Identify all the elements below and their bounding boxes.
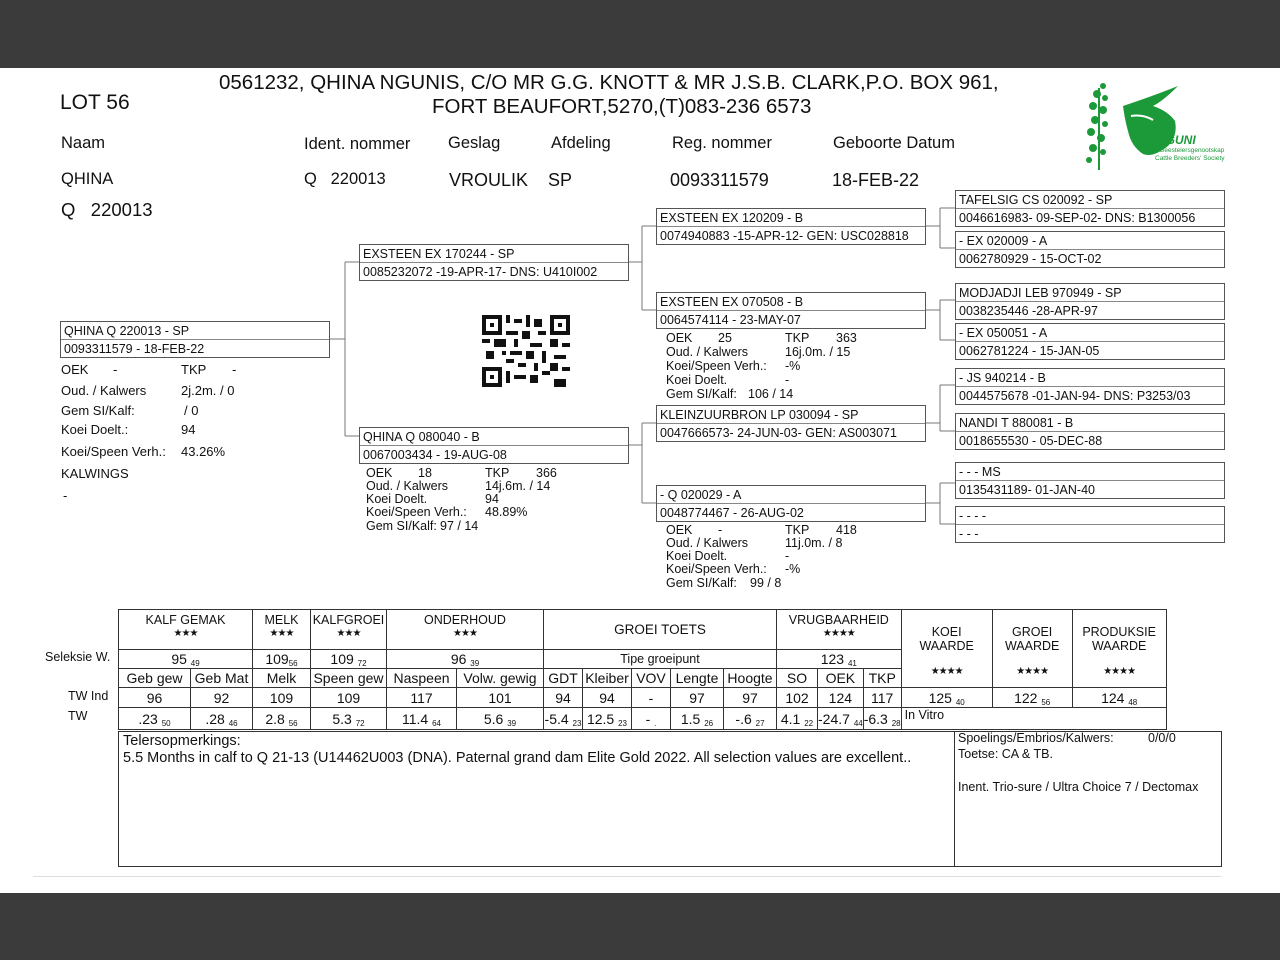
waarde-sub: 48 [1128,697,1138,707]
sd-oek-label: OEK [666,331,693,345]
produksie-waarde-label-1: PRODUKSIE [1082,625,1156,639]
tw-value: 5.3 [332,710,352,727]
dd-speen: -% [785,562,801,576]
subject-name: QHINA Q 220013 - SP [64,324,190,338]
tw-sub: 56 [288,718,298,728]
seleksie-value: 96 [450,651,467,667]
seleksie-sub: 41 [847,659,857,668]
tw-sub: 26 [704,718,714,728]
tw-sub: . [654,718,657,728]
breeding-values-table [118,609,1167,730]
tw-cell [863,708,901,730]
tw-ind-cell: 102 [777,688,818,708]
seleksie-sub: 49 [190,659,200,668]
sd-speen-label: Koei/Speen Verh.: [666,359,767,373]
ggp-name: - JS 940214 - B [959,371,1046,385]
dam-name: QHINA Q 080040 - B [363,430,480,444]
group-kalfgroei [311,610,387,650]
subject-kalwings: - [63,488,68,503]
produksie-waarde-value [1072,688,1166,708]
sd-oud-label: Oud. / Kalwers [666,345,748,359]
tw-sub: 23 [572,718,582,728]
ggp-reg: 0018655530 - 05-DEC-88 [959,434,1103,448]
dd-oek: - [718,523,723,537]
col-header: Hoogte [724,669,777,688]
subject-tkp-label: TKP [181,362,207,377]
ggp-name: - - - MS [959,465,1001,479]
produksie-waarde-header [1072,610,1166,688]
row-label-twind: TW Ind [68,689,109,703]
groei-waarde-header [992,610,1072,688]
seleksie-sub: 72 [357,659,367,668]
dam-box [359,427,629,464]
col-header: Naspeen [387,669,457,688]
produksie-waarde-stars: ★★★★ [1103,665,1136,677]
col-header: TKP [863,669,901,688]
tw-sub: 64 [432,718,441,728]
tw-ind-cell: 117 [863,688,901,708]
dam-oud-label: Oud. / Kalwers [366,479,448,493]
group-stars: ★★★ [453,627,477,639]
sire-dam-name: EXSTEEN EX 070508 - B [660,295,804,309]
dd-koei-label: Koei Doelt. [666,549,728,563]
seleksie-sub: 56 [288,659,298,668]
dd-oek-label: OEK [666,523,693,537]
ggp-box [955,283,1225,320]
ggp-reg: 0062780929 - 15-OCT-02 [959,252,1102,266]
group-stars: ★★★ [269,627,294,639]
sd-speen: -% [785,359,801,373]
tw-cell [583,708,632,730]
dam-dam-box [656,485,926,522]
tw-value: 4.1 [780,710,801,727]
dd-tkp-label: TKP [785,523,810,537]
tw-value: -5.4 [544,710,569,727]
col-header: Speen gew [311,669,387,688]
waarde-sub: 40 [955,697,965,707]
ggp-reg: 0046616983- 09-SEP-02- DNS: B1300056 [959,211,1196,225]
right-info-panel [955,731,1222,867]
tw-ind-cell: 96 [119,688,191,708]
tw-cell [119,708,191,730]
seleksie-value: 123 [820,651,845,667]
ggp-name: - EX 020009 - A [959,234,1048,248]
tw-value: 5.6 [483,710,504,727]
subject-reg: 0093311579 - 18-FEB-22 [64,342,205,356]
tw-sub: 28 [891,718,901,728]
groei-waarde-value [992,688,1072,708]
subject-oud-label: Oud. / Kalwers [61,383,147,398]
subject-koei-label: Koei Doelt.: [61,422,129,437]
seleksie-kalf-gemak [119,650,253,669]
tw-cell [632,708,671,730]
waarde-value: 122 [1014,689,1038,706]
group-label: ONDERHOUD [424,613,506,627]
group-label: GROEI TOETS [614,622,706,637]
tw-value: -24.7 [818,710,850,727]
tw-cell [818,708,864,730]
subject-koei: 94 [181,422,196,437]
ggp-reg: 0062781224 - 15-JAN-05 [959,344,1100,358]
ggp-name: NANDI T 880081 - B [959,416,1074,430]
seleksie-onderhoud [387,650,544,669]
lot-number: LOT 56 [60,91,130,114]
group-label: MELK [264,613,299,627]
tw-ind-cell: 94 [544,688,583,708]
sd-koei-label: Koei Doelt. [666,373,728,387]
seleksie-kalfgroei [311,650,387,669]
dam-dam-name: - Q 020029 - A [660,488,742,502]
subject-speen: 43.26% [181,444,226,459]
ggp-box [955,368,1225,405]
remarks-text: 5.5 Months in calf to Q 21-13 (U14462U003 (DNA). Paternal grand dam Elite Gold 2022. All selection values are excellent.. [123,750,912,766]
dam-sire-name: KLEINZUURBRON LP 030094 - SP [660,408,859,422]
toetse: Toetse: CA & TB. [958,747,1053,761]
col-header: SO [777,669,818,688]
dd-koei: - [785,549,790,563]
row-label-seleksie: Seleksie W. [45,650,111,664]
value-geboorte: 18-FEB-22 [832,170,920,190]
group-onderhoud [387,610,544,650]
sd-gem-label: Gem SI/Kalf: [666,387,737,401]
tw-value: 2.8 [265,710,285,727]
in-vitro-cell: In Vitro [901,708,1166,730]
spoelings-value: 0/0/0 [1148,731,1176,745]
dam-oek-label: OEK [366,466,393,480]
tw-value: -.6 [735,710,752,727]
col-header: Volw. gewig [457,669,544,688]
tipe-groeipunt-label: Tipe groeipunt [620,652,700,666]
tw-ind-cell: 109 [253,688,311,708]
subject-oek: - [113,362,118,377]
tw-value: 1.5 [680,710,701,727]
label-naam: Naam [61,134,106,152]
col-header: VOV [632,669,671,688]
subject-oud: 2j.2m. / 0 [181,383,235,398]
sd-koei: - [785,373,790,387]
value-naam: QHINA [61,170,114,188]
tw-cell [253,708,311,730]
waarde-value: 124 [1101,689,1125,706]
subject-gem-label: Gem SI/Kalf: [61,403,135,418]
col-header: Geb gew [119,669,191,688]
group-stars: ★★★ [336,627,361,639]
tw-sub: 27 [755,718,765,728]
col-header: Geb Mat [191,669,253,688]
sd-tkp: 363 [836,331,857,345]
tw-sub: 50 [161,718,171,728]
group-stars: ★★★ [173,627,198,639]
sire-sire-name: EXSTEEN EX 120209 - B [660,211,804,225]
group-kalf-gemak [119,610,253,650]
sire-sire-reg: 0074940883 -15-APR-12- GEN: USC028818 [660,229,909,243]
tw-value: 12.5 [586,710,615,727]
seleksie-value: 95 [171,651,187,667]
label-ident: Ident. nommer [304,135,411,153]
dd-speen-label: Koei/Speen Verh.: [666,562,767,576]
ggp-box [955,190,1225,227]
label-geslag: Geslag [448,134,501,152]
sire-sire-box [656,208,926,245]
koei-waarde-stars: ★★★★ [930,665,963,677]
sire-dam-box [656,292,926,329]
produksie-waarde-label-2: WAARDE [1091,638,1147,653]
group-label: VRUGBAARHEID [788,613,889,627]
tw-cell [777,708,818,730]
tw-ind-cell: 101 [457,688,544,708]
value-afdeling: SP [548,170,573,190]
subject-speen-label: Koei/Speen Verh.: [61,444,166,459]
tw-ind-cell: 94 [583,688,632,708]
subject-tkp: - [232,362,237,377]
dd-tkp: 418 [836,523,857,537]
ggp-name: - - - - [959,509,987,523]
dam-sire-reg: 0047666573- 24-JUN-03- GEN: AS003071 [660,426,897,440]
tw-sub: 23 [618,718,628,728]
dam-sire-box [656,405,926,442]
sire-name: EXSTEEN EX 170244 - SP [363,247,515,261]
tw-cell [724,708,777,730]
waarde-sub: 56 [1041,697,1051,707]
subject-kalwings-label: KALWINGS [61,466,129,481]
dam-oek: 18 [418,466,432,480]
value-geslag: VROULIK [449,170,529,190]
breeder-line-2: FORT BEAUFORT,5270,(T)083-236 6573 [432,95,812,118]
ggp-name: MODJADJI LEB 970949 - SP [959,286,1122,300]
subject-gem: / 0 [184,403,199,418]
qr-code [482,315,570,387]
tw-sub: 22 [804,718,814,728]
group-label: KALF GEMAK [145,613,226,627]
seleksie-value: 109 [265,651,289,667]
seleksie-sub: 39 [470,659,480,668]
koei-waarde-header [901,610,992,688]
dd-gem: 99 / 8 [750,576,782,590]
ggp-box [955,462,1225,499]
tw-value: - [645,710,651,727]
dam-oud: 14j.6m. / 14 [485,479,551,493]
dam-dam-reg: 0048774467 - 26-AUG-02 [660,506,804,520]
tw-value: -6.3 [863,710,888,727]
logo-tagline-2: Cattle Breeders' Society [1155,155,1225,162]
dam-tkp-label: TKP [485,466,510,480]
dam-tkp: 366 [536,466,557,480]
subject-box [60,321,330,358]
tw-cell [671,708,724,730]
group-groei-toets [544,610,777,650]
col-header: Melk [253,669,311,688]
seleksie-value: 109 [330,651,354,667]
ggp-reg: 0044575678 -01-JAN-94- DNS: P3253/03 [959,389,1191,403]
koei-waarde-label-2: WAARDE [919,638,974,653]
animal-id-large: Q 220013 [61,199,153,220]
col-header: OEK [818,669,864,688]
koei-waarde-value [901,688,992,708]
logo-tagline-1: Beestelersgenootskap [1160,147,1225,154]
group-stars: ★★★★ [822,627,855,639]
tw-cell [457,708,544,730]
tw-sub: 44 [853,718,863,728]
tw-value: .23 [138,710,158,727]
seleksie-vrugbaarheid [777,650,902,669]
groei-waarde-label-1: GROEI [1011,625,1053,639]
ggp-name: TAFELSIG CS 020092 - SP [959,193,1113,207]
dam-koei: 94 [485,492,499,506]
label-afdeling: Afdeling [551,134,611,152]
tw-cell [191,708,253,730]
seleksie-melk [253,650,311,669]
waarde-value: 125 [928,689,952,706]
ggp-box [955,323,1225,360]
koei-waarde-label-1: KOEI [931,625,962,639]
ggp-box [955,506,1225,543]
col-header: GDT [544,669,583,688]
groei-waarde-label-2: WAARDE [1004,638,1060,653]
tw-ind-cell: 117 [387,688,457,708]
remarks-title: Telersopmerkings: [123,733,241,749]
tipe-groeipunt [544,650,777,669]
tw-value: .28 [205,710,225,727]
inent: Inent. Trio-sure / Ultra Choice 7 / Dectomax [958,780,1199,794]
col-header: Lengte [671,669,724,688]
sire-dam-reg: 0064574114 - 23-MAY-07 [660,313,801,327]
col-header: Kleiber [583,669,632,688]
subject-oek-label: OEK [61,362,89,377]
ggp-reg: 0135431189- 01-JAN-40 [959,483,1095,497]
label-reg: Reg. nommer [672,134,772,152]
sd-oud: 16j.0m. / 15 [785,345,851,359]
ggp-reg: 0038235446 -28-APR-97 [959,304,1098,318]
spoelings-label: Spoelings/Embrios/Kalwers: [958,731,1114,745]
tw-cell [387,708,457,730]
dam-reg: 0067003434 - 19-AUG-08 [363,448,507,462]
row-label-tw: TW [68,709,88,723]
group-melk [253,610,311,650]
sd-tkp-label: TKP [785,331,810,345]
ggp-box [955,413,1225,450]
tw-ind-cell: 109 [311,688,387,708]
breeder-line-1: 0561232, QHINA NGUNIS, C/O MR G.G. KNOTT & MR J.S.B. CLARK,P.O. BOX 961, [219,71,999,94]
group-vrugbaarheid [777,610,902,650]
remarks-box [118,731,955,867]
dam-speen-label: Koei/Speen Verh.: [366,505,467,519]
sd-gem: 106 / 14 [748,387,794,401]
logo-title: NGUNI [1157,133,1196,147]
value-ident: Q 220013 [304,170,386,188]
dd-oud: 11j.0m. / 8 [785,536,843,550]
tw-sub: 46 [228,718,238,728]
dd-gem-label: Gem SI/Kalf: [666,576,737,590]
sire-box [359,244,629,281]
dam-koei-label: Koei Doelt. [366,492,428,506]
dam-gem: 97 / 14 [440,519,479,533]
tw-ind-cell: 124 [818,688,864,708]
ggp-box [955,231,1225,268]
value-reg: 0093311579 [670,170,769,190]
dd-oud-label: Oud. / Kalwers [666,536,748,550]
tw-ind-cell: 97 [671,688,724,708]
dam-gem-label: Gem SI/Kalf: [366,519,437,533]
group-label: KALFGROEI [312,613,385,627]
dam-speen: 48.89% [485,505,528,519]
tw-cell [311,708,387,730]
tw-ind-cell: 97 [724,688,777,708]
ggp-reg: - - - [959,527,979,541]
sd-oek: 25 [718,331,732,345]
label-geboorte: Geboorte Datum [833,134,955,152]
tw-sub: 39 [507,718,517,728]
tw-cell [544,708,583,730]
ggp-name: - EX 050051 - A [959,326,1048,340]
tw-ind-cell: - [632,688,671,708]
tw-ind-cell: 92 [191,688,253,708]
groei-waarde-stars: ★★★★ [1016,665,1049,677]
tw-value: 11.4 [401,710,429,727]
tw-sub: 72 [355,718,365,728]
sire-reg: 0085232072 -19-APR-17- DNS: U410I002 [363,265,598,279]
